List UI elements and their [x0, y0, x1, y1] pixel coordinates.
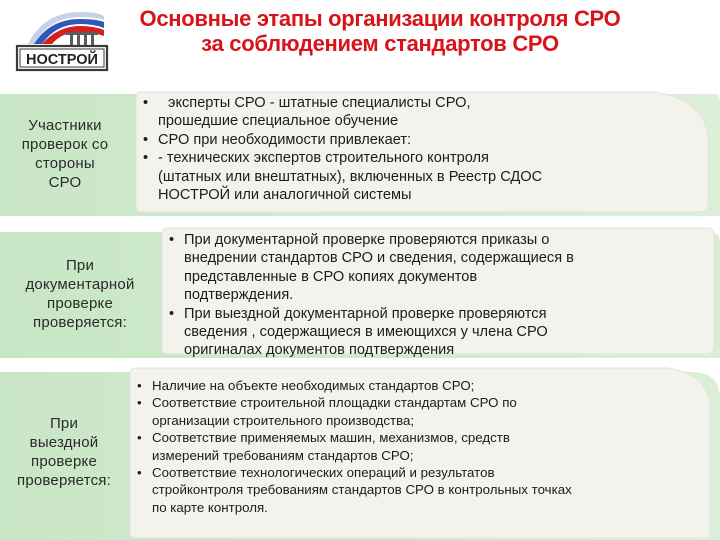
page-title: [130, 6, 630, 56]
section-1-panel: [134, 90, 710, 214]
section-2-list: [168, 231, 574, 360]
section-1-list: [142, 94, 542, 204]
list-item: • Соответствие технологических операций и результатов стройконтроля требованиям стандартов СРО в контрольных точках по карте контроля.: [136, 464, 572, 516]
list-item: • Соответствие применяемых машин, механизмов, средств измерений требованиям стандартов СРО;: [136, 429, 572, 464]
list-item: • При выездной документарной проверке проверяются сведения , содержащиеся в имеющихся у члена СРО оригиналах документов подтверждения: [168, 305, 574, 360]
title-line-2: за соблюдением стандартов СРО: [201, 31, 559, 56]
list-item: • - технических экспертов строительного контроля (штатных или внештатных), включенных в Реестр СДОС НОСТРОЙ или аналогичной системы: [142, 149, 542, 204]
title-line-1: Основные этапы организации контроля СРО: [139, 6, 621, 31]
list-item: • СРО при необходимости привлекает:: [142, 131, 542, 149]
nostroy-logo: [14, 4, 110, 80]
section-2-panel: [160, 226, 716, 359]
list-item: • эксперты СРО - штатные специалисты СРО, прошедшие специальное обучение: [142, 94, 542, 131]
section-2-label: При документарной проверке проверяется:: [25, 257, 135, 331]
section-3-label: При выездной проверке проверяется:: [17, 415, 111, 489]
section-3-panel: [128, 366, 712, 538]
list-item: • При документарной проверке проверяются приказы о внедрении стандартов СРО и сведения, содержащиеся в представленные в СРО копиях документов подтверждения.: [168, 231, 574, 305]
section-1-label: Участники проверок со стороны СРО: [21, 117, 109, 191]
section-3-list: [136, 377, 572, 516]
list-item: • Соответствие строительной площадки стандартам СРО по организации строительного производства;: [136, 394, 572, 429]
svg-text:НОСТРОЙ: НОСТРОЙ: [26, 52, 98, 68]
list-item: • Наличие на объекте необходимых стандартов СРО;: [136, 377, 572, 394]
nostroy-logo-graphic: [14, 4, 110, 80]
